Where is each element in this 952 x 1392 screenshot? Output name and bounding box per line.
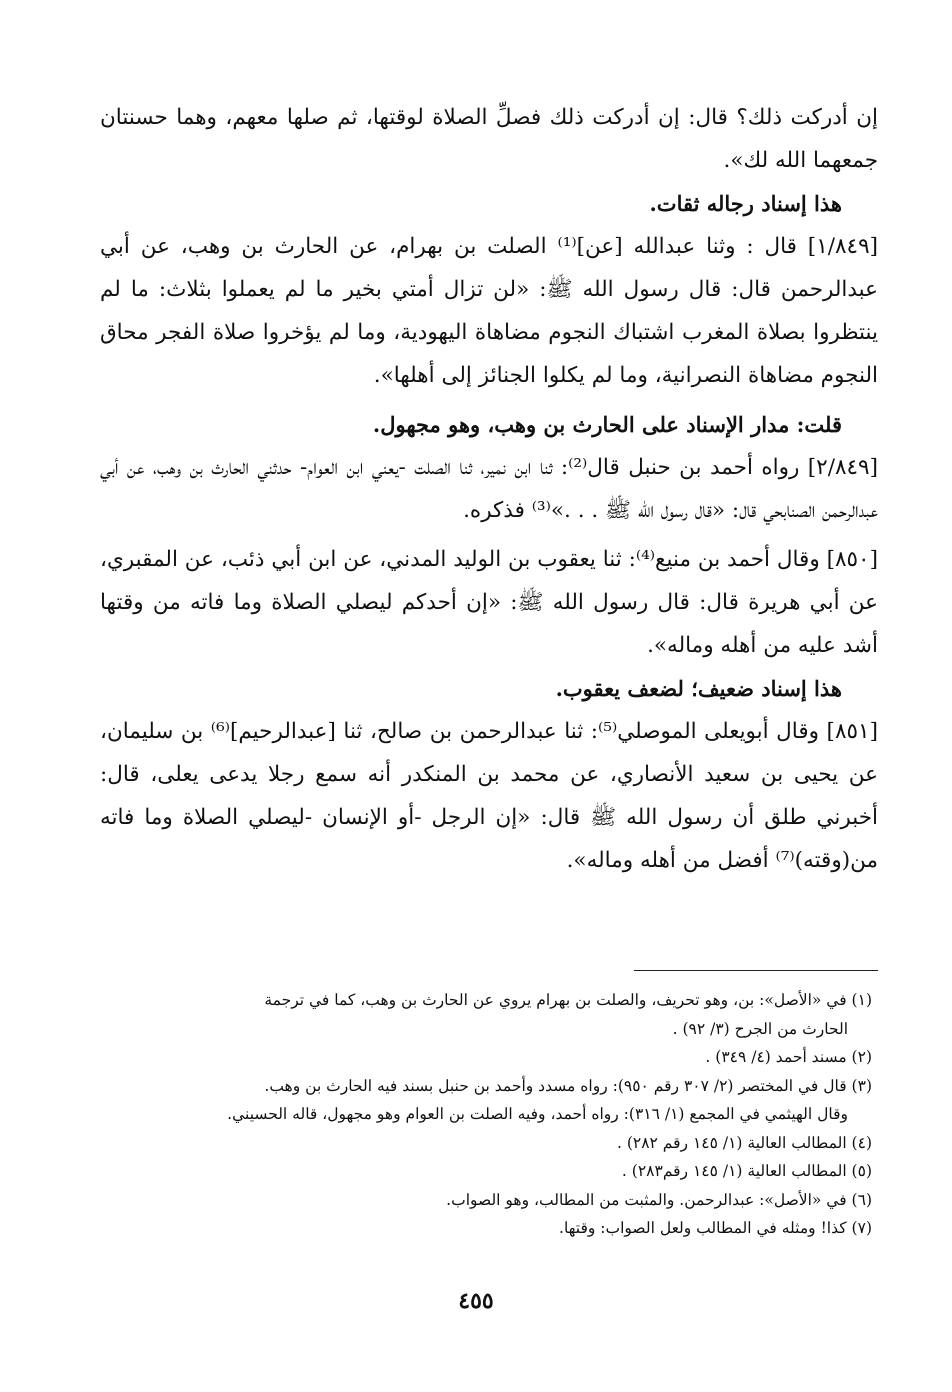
isnad-note-3: هذا إسناد ضعيف؛ لضعف يعقوب. xyxy=(555,676,842,701)
footnotes xyxy=(100,986,872,1243)
footnote-1-continued: الحارث من الجرح (٣/ ٩٢) . xyxy=(672,1019,848,1038)
footnote-5: (٥) المطالب العالية (١/ ١٤٥ رقم٢٨٣) . xyxy=(621,1162,872,1180)
footnote-divider xyxy=(634,970,878,971)
isnad-note-1: هذا إسناد رجاله ثقات. xyxy=(649,191,842,216)
hadith-849-2: [٢/٨٤٩] رواه أحمد بن حنبل قال⁽²⁾: ثنا ابن نمير، ثنا الصلت -يعني ابن العوام- حدثني الحارث بن وهب، عن أبي عبدالرحمن الصنابحي قال: «قال رسول الله ﷺ . . .»⁽³⁾ فذكره. xyxy=(100,455,878,523)
footnote-4: (٤) المطالب العالية (١/ ١٤٥ رقم ٢٨٢) . xyxy=(616,1133,872,1152)
footnote-1: (١) في «الأصل»: بن، وهو تحريف، والصلت بن بهرام يروي عن الحارث بن وهب، كما في ترجمة xyxy=(264,991,872,1009)
main-text xyxy=(100,96,878,882)
paragraph-continuation: إن أدركت ذلك؟ قال: إن أدركت ذلك فصلِّ الصلاة لوقتها، ثم صلها معهم، وهما حسنتان جمعهما الله لك». xyxy=(100,105,878,173)
footnote-7: (٧) كذا! ومثله في المطالب ولعل الصواب: وقتها. xyxy=(559,1219,872,1237)
footnote-2: (٢) مسند أحمد (٤/ ٣٤٩) . xyxy=(705,1048,872,1066)
footnote-3-continued: وقال الهيثمي في المجمع (١/ ٣١٦): رواه أحمد، وفيه الصلت بن العوام وهو مجهول، قاله الحسيني. xyxy=(227,1105,848,1123)
footnote-3: (٣) قال في المختصر (٢/ ٣٠٧ رقم ٩٥٠): رواه مسدد وأحمد بن حنبل بسند فيه الحارث بن وهب. xyxy=(264,1076,872,1095)
page-number: ٤٥٥ xyxy=(458,1288,494,1314)
hadith-851: [٨٥١] وقال أبويعلى الموصلي⁽⁵⁾: ثنا عبدالرحمن بن صالح، ثنا [عبدالرحيم]⁽⁶⁾ بن سليمان، عن يحيى بن سعيد الأنصاري، عن محمد بن المنكدر أنه سمع رجلا يدعى يعلى، قال: أخبرني طلق أن رسول الله ﷺ قال: «إن الرجل -أو الإنسان -ليصلي الصلاة وما فاته من(وقته)⁽⁷⁾ أفضل من أهله وماله». xyxy=(100,719,878,873)
hadith-849-1: [١/٨٤٩] قال : وثنا عبدالله [عن]⁽¹⁾ الصلت بن بهرام، عن الحارث بن وهب، عن أبي عبدالرحمن قال: قال رسول الله ﷺ: «لن تزال أمتي بخير ما لم يعملوا بثلاث: ما لم ينتظروا بصلاة المغرب اشتباك النجوم مضاهاة اليهودية، وما لم يؤخروا صلاة الفجر محاق النجوم مضاهاة النصرانية، وما لم يكلوا الجنائز إلى أهلها». xyxy=(100,234,879,388)
isnad-note-2: قلت: مدار الإسناد على الحارث بن وهب، وهو مجهول. xyxy=(372,412,842,437)
footnote-6: (٦) في «الأصل»: عبدالرحمن. والمثبت من المطالب، وهو الصواب. xyxy=(446,1190,872,1209)
hadith-850: [٨٥٠] وقال أحمد بن منيع⁽⁴⁾: ثنا يعقوب بن الوليد المدني، عن ابن أبي ذئب، عن المقبري، عن أبي هريرة قال: قال رسول الله ﷺ: «إن أحدكم ليصلي الصلاة وما فاته من وقتها أشد عليه من أهله وماله». xyxy=(100,547,878,658)
